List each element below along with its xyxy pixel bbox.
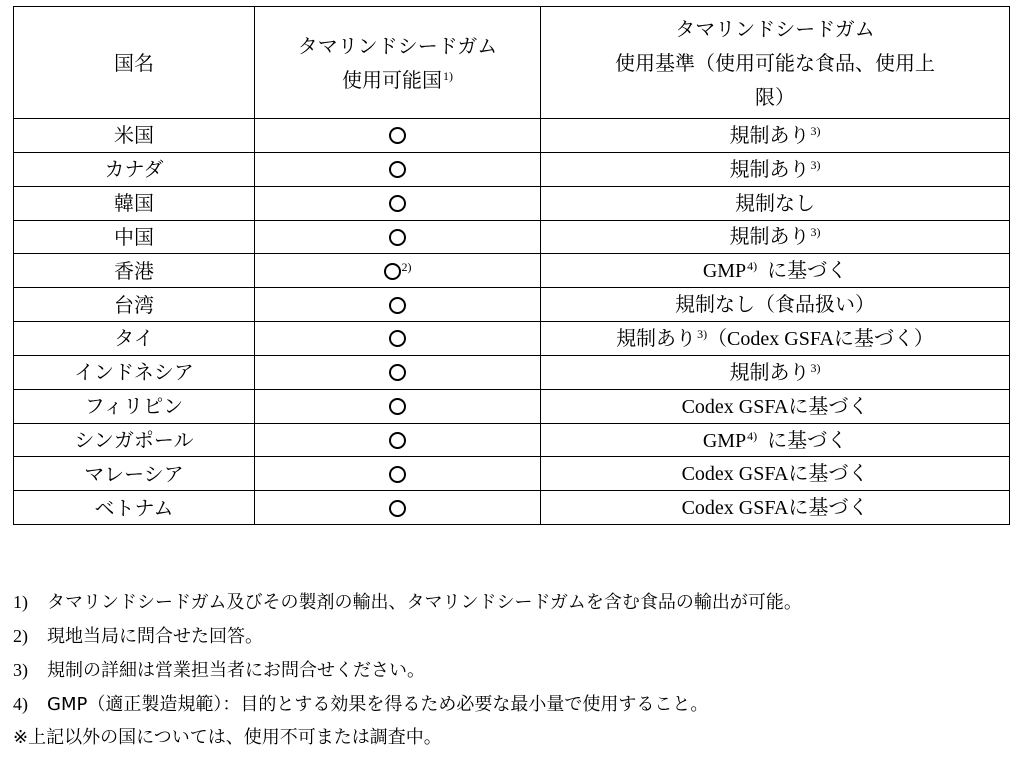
header-country (14, 7, 255, 119)
circle-mark-icon (389, 127, 406, 144)
circle-mark-icon (389, 432, 406, 449)
standard-text: 規制あり (729, 124, 810, 147)
cell-country (14, 457, 255, 491)
usable-footnote: 2) (401, 259, 412, 274)
footnote-text: ※上記以外の国については、使用不可または調査中。 (13, 727, 442, 748)
cell-country (14, 288, 255, 322)
footnote-number: 2) (13, 626, 28, 646)
circle-mark-icon (389, 297, 406, 314)
table-row (14, 457, 1010, 491)
country-name: 韓国 (114, 191, 154, 216)
table-row (14, 423, 1010, 457)
cell-standard (541, 389, 1010, 423)
footnote-text: タマリンドシードガム及びその製剤の輸出、タマリンドシードガムを含む食品の輸出が可能。 (47, 592, 802, 613)
footnote-text: 現地当局に問合せた回答。 (47, 626, 263, 647)
regulation-table (13, 6, 1010, 525)
circle-mark-icon (389, 398, 406, 415)
cell-country (14, 186, 255, 220)
circle-mark-icon (389, 500, 406, 517)
cell-country (14, 220, 255, 254)
cell-usable (255, 186, 541, 220)
country-name: シンガポール (74, 428, 194, 453)
table-row (14, 389, 1010, 423)
header-standard-line3: 限） (755, 84, 795, 109)
cell-country (14, 491, 255, 525)
header-usable (255, 7, 541, 119)
cell-usable (255, 322, 541, 356)
footnote-item (13, 585, 1013, 619)
cell-country (14, 355, 255, 389)
table-row (14, 152, 1010, 186)
cell-country (14, 423, 255, 457)
table-row (14, 254, 1010, 288)
footnote-text: GMP（適正製造規範）：目的とする効果を得るため必要な最小量で使用すること。 (47, 694, 709, 715)
table-row (14, 322, 1010, 356)
footnote-item (13, 687, 1013, 721)
header-usable-footnote: 1) (443, 68, 453, 83)
standard-footnote: 3) (697, 326, 708, 341)
header-usable-line2: 使用可能国 (342, 67, 442, 92)
footnote-number: 4) (13, 694, 28, 714)
cell-standard (541, 220, 1010, 254)
standard-footnote: 3) (810, 123, 821, 138)
table-row (14, 220, 1010, 254)
cell-usable (255, 457, 541, 491)
circle-mark-icon (389, 161, 406, 178)
country-name: インドネシア (74, 360, 194, 385)
table-row (14, 186, 1010, 220)
country-name: 中国 (114, 224, 154, 249)
standard-text: Codex GSFAに基づく (681, 395, 869, 418)
cell-usable (255, 152, 541, 186)
cell-standard (541, 423, 1010, 457)
cell-standard (541, 457, 1010, 491)
cell-country (14, 254, 255, 288)
footnotes (13, 585, 1013, 755)
standard-prefix: GMP (702, 429, 747, 452)
table-row (14, 288, 1010, 322)
table-row (14, 355, 1010, 389)
footnote-number: 1) (13, 592, 28, 612)
cell-standard (541, 119, 1010, 153)
cell-standard (541, 322, 1010, 356)
standard-text: に基づく (767, 260, 848, 283)
cell-usable (255, 288, 541, 322)
cell-usable (255, 355, 541, 389)
cell-country (14, 152, 255, 186)
cell-usable (255, 220, 541, 254)
country-name: ベトナム (94, 495, 174, 520)
circle-mark-icon (389, 229, 406, 246)
header-standard (541, 7, 1010, 119)
standard-footnote: 3) (810, 225, 821, 240)
table-body (14, 119, 1010, 525)
standard-prefix-footnote: 4) (747, 259, 758, 274)
table-header-row (14, 7, 1010, 119)
circle-mark-icon (389, 364, 406, 381)
standard-footnote: 3) (810, 360, 821, 375)
standard-text: Codex GSFAに基づく (681, 497, 869, 520)
standard-text: 規制あり (729, 361, 810, 384)
country-name: 台湾 (114, 292, 154, 317)
country-name: カナダ (104, 157, 164, 182)
standard-suffix: （Codex GSFAに基づく） (707, 327, 934, 350)
footnote-item (13, 721, 1013, 755)
standard-prefix-footnote: 4) (747, 428, 758, 443)
standard-text: に基づく (767, 429, 848, 452)
standard-text: 規制あり (729, 158, 810, 181)
standard-text: 規制なし（食品扱い） (675, 294, 875, 317)
country-name: マレーシア (84, 461, 184, 486)
country-name: 米国 (114, 123, 154, 148)
footnote-item (13, 619, 1013, 653)
cell-usable (255, 423, 541, 457)
table-row (14, 491, 1010, 525)
cell-standard (541, 254, 1010, 288)
cell-standard (541, 152, 1010, 186)
cell-country (14, 119, 255, 153)
country-name: フィリピン (84, 394, 184, 419)
cell-usable (255, 254, 541, 288)
cell-standard (541, 491, 1010, 525)
cell-usable (255, 491, 541, 525)
standard-text: 規制あり (616, 327, 697, 350)
country-name: 香港 (114, 258, 154, 283)
circle-mark-icon (389, 195, 406, 212)
circle-mark-icon (384, 263, 401, 280)
cell-standard (541, 288, 1010, 322)
footnote-item (13, 653, 1013, 687)
table-row (14, 119, 1010, 153)
header-country-label: 国名 (114, 50, 154, 75)
standard-text: 規制なし (735, 192, 815, 215)
circle-mark-icon (389, 330, 406, 347)
cell-standard (541, 355, 1010, 389)
header-standard-line1: タマリンドシードガム (675, 16, 875, 41)
header-standard-line2: 使用基準（使用可能な食品、使用上 (615, 50, 935, 75)
cell-country (14, 389, 255, 423)
standard-text: Codex GSFAに基づく (681, 463, 869, 486)
cell-usable (255, 389, 541, 423)
cell-standard (541, 186, 1010, 220)
country-name: タイ (114, 326, 154, 351)
standard-footnote: 3) (810, 157, 821, 172)
footnote-text: 規制の詳細は営業担当者にお問合せください。 (47, 660, 425, 681)
circle-mark-icon (389, 466, 406, 483)
cell-usable (255, 119, 541, 153)
standard-prefix: GMP (702, 260, 747, 283)
header-usable-line1: タマリンドシードガム (297, 33, 498, 58)
standard-text: 規制あり (729, 226, 810, 249)
cell-country (14, 322, 255, 356)
footnote-number: 3) (13, 660, 28, 680)
